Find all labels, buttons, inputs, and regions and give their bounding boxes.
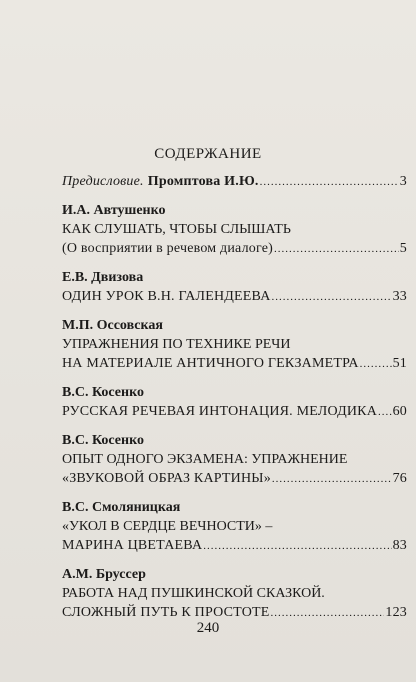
entry-author: В.С. Косенко [62,433,144,448]
toc-entry [62,566,407,623]
preface-line [62,172,407,192]
entry-title-line: РАБОТА НАД ПУШКИНСКОЙ СКАЗКОЙ. [62,586,325,601]
entry-title-text: МАРИНА ЦВЕТАЕВА [62,538,203,553]
entry-author: М.П. Оссовская [62,318,163,333]
dot-leader [378,403,392,422]
entry-title-text: РУССКАЯ РЕЧЕВАЯ ИНТОНАЦИЯ. МЕЛОДИКА [62,404,378,419]
toc-entry [62,202,407,259]
entry-last-line [62,402,407,422]
entry-author: В.С. Косенко [62,385,144,400]
entry-author: И.А. Автушенко [62,203,166,218]
dot-leader [272,288,392,307]
preface-label: Предисловие. [62,174,144,189]
entry-page-number: 83 [392,538,407,553]
entry-title-text: СЛОЖНЫЙ ПУТЬ К ПРОСТОТЕ [62,605,270,620]
page-number: 240 [196,620,220,636]
entry-title-line: «УКОЛ В СЕРДЦЕ ВЕЧНОСТИ» – [62,519,273,534]
dot-leader [203,537,391,556]
entry-title-line: КАК СЛУШАТЬ, ЧТОБЫ СЛЫШАТЬ [62,222,291,237]
entry-title-line: ОПЫТ ОДНОГО ЭКЗАМЕНА: УПРАЖНЕНИЕ [62,452,348,467]
entry-author: Е.В. Двизова [62,270,144,285]
toc-entry-preface [62,172,407,192]
toc-entry [62,317,407,374]
entry-page-number: 76 [392,471,407,486]
entry-page-number: 33 [392,289,407,304]
entry-page-number: 123 [385,605,407,620]
entry-last-line [62,469,407,489]
dot-leader [260,173,399,192]
toc-entry [62,384,407,422]
toc-entries [62,202,407,623]
toc-entry [62,499,407,556]
entry-last-line [62,287,407,307]
entry-title-text: НА МАТЕРИАЛЕ АНТИЧНОГО ГЕКЗАМЕТРА [62,356,359,371]
entry-page-number: 60 [392,404,407,419]
toc-entry [62,269,407,307]
entry-page-number: 5 [399,241,407,256]
entry-title-text: ОДИН УРОК В.Н. ГАЛЕНДЕЕВА [62,289,271,304]
toc-title: СОДЕРЖАНИЕ [154,146,262,162]
preface-text [62,172,259,191]
entry-last-line [62,536,407,556]
entry-title-text: (О восприятии в речевом диалоге) [62,241,273,256]
entry-author: А.М. Бруссер [62,567,146,582]
dot-leader [274,240,399,259]
table-of-contents [62,172,407,633]
entry-title-line: УПРАЖНЕНИЯ ПО ТЕХНИКЕ РЕЧИ [62,337,291,352]
entry-last-line [62,239,407,259]
toc-entry [62,432,407,489]
preface-page: 3 [399,174,407,189]
entry-title-text: «ЗВУКОВОЙ ОБРАЗ КАРТИНЫ» [62,471,271,486]
entry-page-number: 51 [392,356,407,371]
dot-leader [272,470,392,489]
entry-last-line [62,354,407,374]
dot-leader [360,355,392,374]
preface-author: Промптова И.Ю. [147,174,259,189]
entry-author: В.С. Смоляницкая [62,500,181,515]
